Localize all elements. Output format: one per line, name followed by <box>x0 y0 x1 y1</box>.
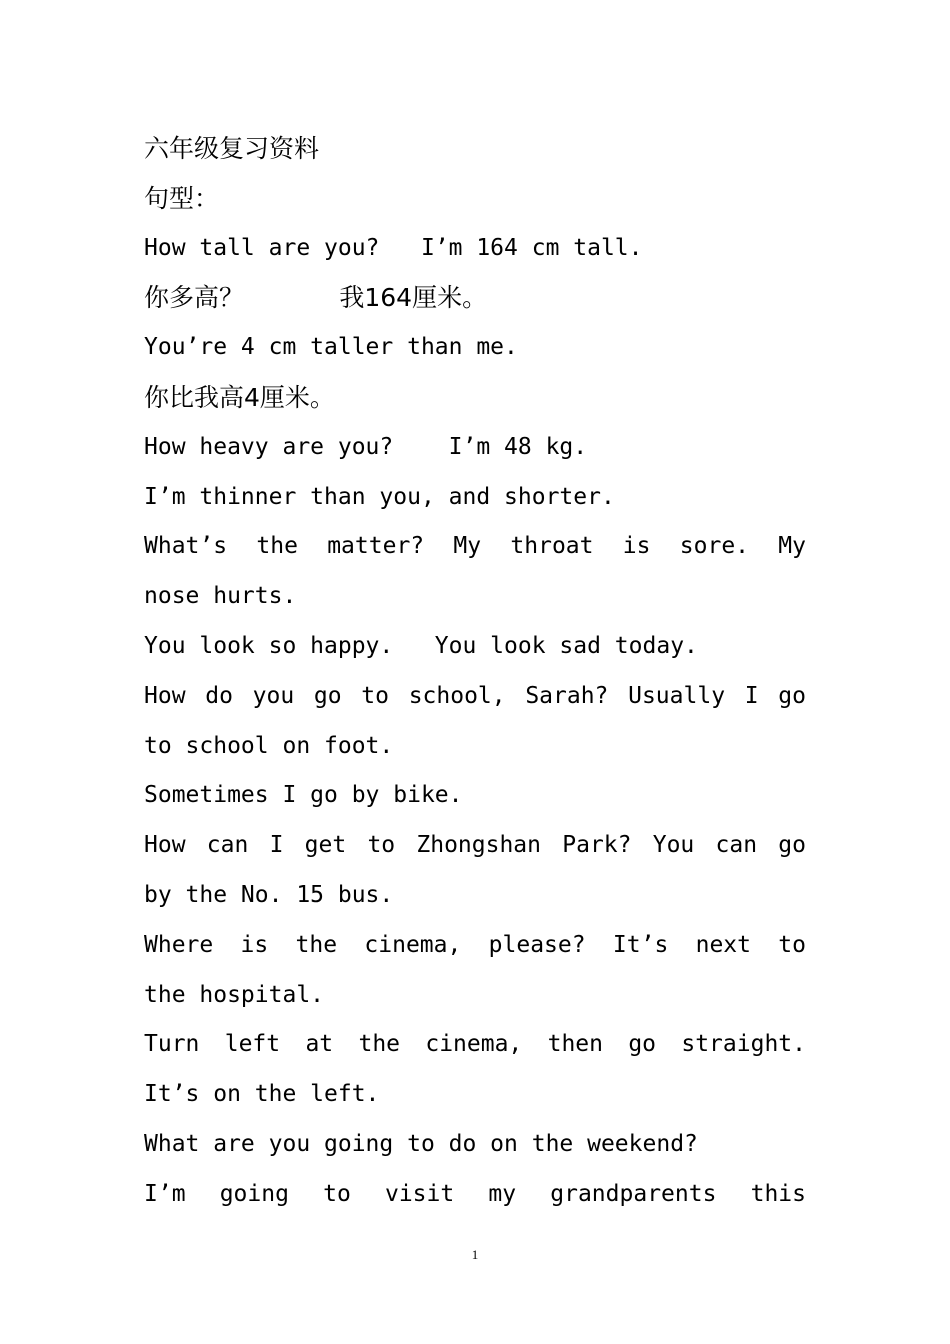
text-line: Where is the cinema, please? It’s next to <box>144 931 806 958</box>
text-line: How can I get to Zhongshan Park? You can go <box>144 832 806 859</box>
text-line: the hospital. <box>144 981 325 1008</box>
page-number: 1 <box>471 1247 479 1262</box>
text-line: It’s on the left. <box>144 1081 380 1108</box>
text-line: You’re 4 cm taller than me. <box>144 334 518 361</box>
text-line: 你多高？ 我164厘米。 <box>144 283 488 313</box>
text-line: What’s the matter? My throat is sore. My <box>144 533 806 560</box>
text-line: 你比我高4厘米。 <box>144 382 335 412</box>
document-title: 六年级复习资料 <box>144 134 320 163</box>
document-body <box>144 124 806 1220</box>
text-line: Sometimes I go by bike. <box>144 782 463 809</box>
text-line: How do you go to school, Sarah? Usually I go <box>144 682 806 709</box>
text-line: How tall are you? I’m 164 cm tall. <box>144 234 643 261</box>
text-line: How heavy are you? I’m 48 kg. <box>144 433 588 460</box>
text-line: nose hurts. <box>144 583 297 610</box>
text-line: to school on foot. <box>144 732 394 759</box>
text-line: I’m going to visit my grandparents this <box>144 1180 806 1207</box>
text-line: I’m thinner than you, and shorter. <box>144 483 615 510</box>
text-line: You look so happy. You look sad today. <box>144 632 698 659</box>
text-line: Turn left at the cinema, then go straight. <box>144 1031 806 1058</box>
section-label: 句型： <box>144 183 220 213</box>
text-line: What are you going to do on the weekend? <box>144 1130 698 1157</box>
text-line: by the No. 15 bus. <box>144 881 394 908</box>
